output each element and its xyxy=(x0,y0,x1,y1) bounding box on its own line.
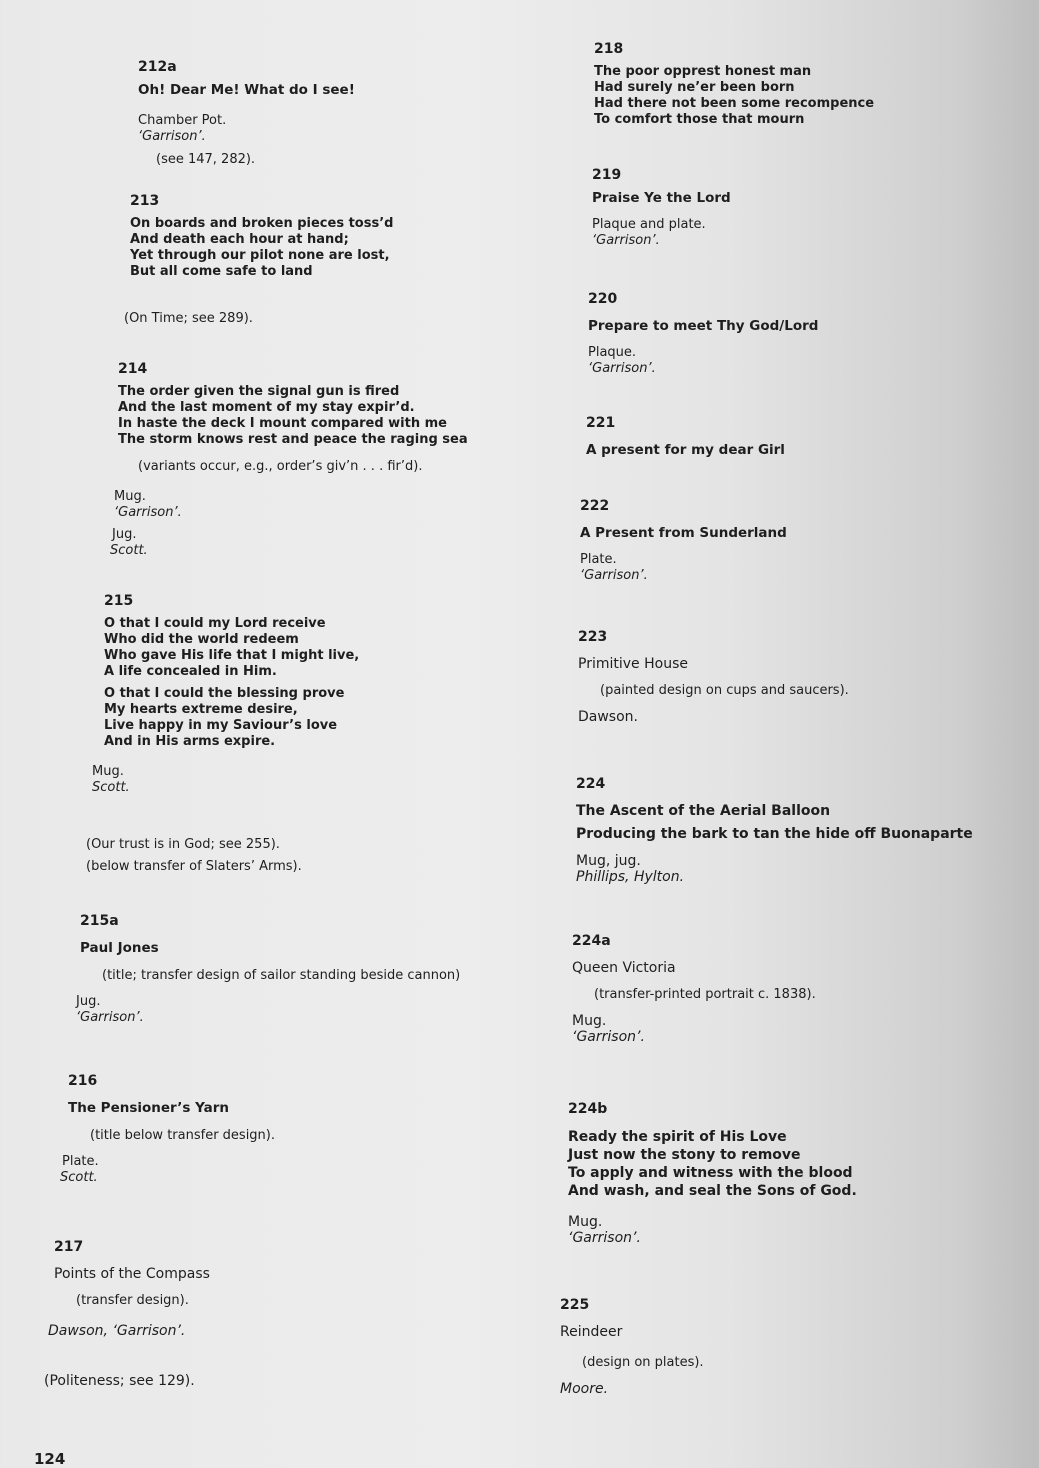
cross-reference: (Politeness; see 129). xyxy=(44,1373,195,1389)
ware: Jug. xyxy=(76,994,101,1009)
entry-224 xyxy=(576,775,973,885)
page-number: 124 xyxy=(34,1450,66,1468)
entry-title: Paul Jones xyxy=(80,940,159,956)
cross-reference-block xyxy=(86,836,302,875)
entry-number: 219 xyxy=(592,167,622,183)
verse-line: Just now the stony to remove xyxy=(568,1147,801,1163)
verse xyxy=(118,384,468,448)
verse-line: Who did the world redeem xyxy=(104,632,299,647)
entry-220 xyxy=(588,290,818,377)
verse xyxy=(568,1128,857,1200)
entry-title: A present for my dear Girl xyxy=(586,442,785,458)
entry-215a xyxy=(76,912,461,1026)
entry-title: The Ascent of the Aerial Balloon xyxy=(576,803,831,819)
ware: Chamber Pot. xyxy=(138,113,227,128)
ware: Mug. xyxy=(572,1013,607,1029)
verse-line: The storm knows rest and peace the raging sea xyxy=(118,432,468,447)
verse xyxy=(104,616,359,680)
entry-number: 216 xyxy=(68,1073,98,1089)
ware: Mug. xyxy=(92,764,124,779)
ware: Jug. xyxy=(112,527,137,542)
verse xyxy=(130,216,393,280)
entry-title: Praise Ye the Lord xyxy=(592,190,731,206)
entry-title: Prepare to meet Thy God/Lord xyxy=(588,318,819,334)
source: ‘Garrison’. xyxy=(568,1230,641,1246)
verse-line: In haste the deck I mount compared with me xyxy=(118,416,447,431)
note: (transfer design). xyxy=(76,1293,189,1308)
verse-line: But all come safe to land xyxy=(130,264,313,279)
source: Phillips, Hylton. xyxy=(576,869,685,885)
verse xyxy=(594,64,874,128)
ware: Dawson. xyxy=(578,709,638,725)
verse-line: To comfort those that mourn xyxy=(594,112,805,127)
verse-line: O that I could my Lord receive xyxy=(104,616,326,631)
entry-number: 221 xyxy=(586,415,616,431)
verse-line: The poor opprest honest man xyxy=(594,64,812,79)
note: (transfer-printed portrait c. 1838). xyxy=(594,987,816,1002)
entry-223 xyxy=(578,628,849,725)
verse-line: To apply and witness with the blood xyxy=(568,1165,853,1181)
source: ‘Garrison’. xyxy=(76,1010,144,1025)
entry-number: 224 xyxy=(576,776,606,792)
cross-reference: (Our trust is in God; see 255). xyxy=(86,837,280,852)
entry-subtitle: Producing the bark to tan the hide off Buonaparte xyxy=(576,826,973,842)
source: ‘Garrison’. xyxy=(572,1029,645,1045)
note: (painted design on cups and saucers). xyxy=(600,683,849,698)
note: (title below transfer design). xyxy=(90,1128,276,1143)
entry-number: 224a xyxy=(572,933,611,949)
source: ‘Garrison’. xyxy=(580,568,648,583)
entry-212a xyxy=(138,58,355,168)
verse-line: And death each hour at hand; xyxy=(130,232,349,247)
source: ‘Garrison’. xyxy=(138,129,206,144)
note: (variants occur, e.g., order’s giv’n . . . fir’d). xyxy=(138,459,423,474)
entry-217 xyxy=(44,1238,210,1390)
verse-line: The order given the signal gun is fired xyxy=(118,384,400,399)
verse-line: And in His arms expire. xyxy=(104,734,276,749)
entry-title: Oh! Dear Me! What do I see! xyxy=(138,82,355,98)
ware: Plaque and plate. xyxy=(592,217,706,232)
note: (design on plates). xyxy=(582,1355,704,1370)
source: Dawson, ‘Garrison’. xyxy=(48,1323,186,1339)
verse-line: O that I could the blessing prove xyxy=(104,686,345,701)
entry-number: 213 xyxy=(130,193,160,209)
entry-number: 215a xyxy=(80,913,119,929)
verse-line: Had surely ne’er been born xyxy=(594,80,795,95)
entry-225 xyxy=(560,1296,704,1397)
ware: Plate. xyxy=(580,552,617,567)
entry-214 xyxy=(110,360,468,559)
entry-224a xyxy=(572,932,816,1045)
entry-215 xyxy=(92,592,360,796)
entry-title: A Present from Sunderland xyxy=(580,525,787,541)
entry-title: Primitive House xyxy=(578,656,688,672)
entry-number: 222 xyxy=(580,498,610,514)
ware: Mug. xyxy=(114,489,146,504)
entry-221 xyxy=(586,414,785,459)
entry-title: The Pensioner’s Yarn xyxy=(68,1100,230,1116)
source: ‘Garrison’. xyxy=(592,233,660,248)
source: Moore. xyxy=(560,1381,609,1397)
entry-number: 214 xyxy=(118,361,148,377)
entry-222 xyxy=(580,497,787,584)
entry-number: 220 xyxy=(588,291,618,307)
entry-219 xyxy=(592,166,731,249)
source: Scott. xyxy=(92,780,130,795)
cross-reference: (On Time; see 289). xyxy=(124,311,253,326)
entry-218 xyxy=(594,40,874,128)
verse xyxy=(104,686,359,750)
entry-title: Reindeer xyxy=(560,1324,623,1340)
source: ‘Garrison’. xyxy=(114,505,182,520)
verse-line: Who gave His life that I might live, xyxy=(104,648,360,663)
source: Scott. xyxy=(60,1170,98,1185)
note: (title; transfer design of sailor standing beside cannon) xyxy=(102,968,461,983)
verse-line: Yet through our pilot none are lost, xyxy=(130,248,390,263)
entry-number: 215 xyxy=(104,593,134,609)
ware: Mug. xyxy=(568,1214,603,1230)
verse-line: And the last moment of my stay expir’d. xyxy=(118,400,415,415)
verse-line: And wash, and seal the Sons of God. xyxy=(568,1183,857,1199)
note: (see 147, 282). xyxy=(156,152,256,167)
entry-number: 223 xyxy=(578,629,608,645)
entry-number: 217 xyxy=(54,1239,84,1255)
verse-line: Had there not been some recompence xyxy=(594,96,875,111)
ware: Mug, jug. xyxy=(576,853,641,869)
entry-213 xyxy=(130,192,393,280)
cross-reference: (below transfer of Slaters’ Arms). xyxy=(86,859,302,874)
entry-number: 224b xyxy=(568,1101,608,1117)
verse-line: On boards and broken pieces toss’d xyxy=(130,216,394,231)
source: ‘Garrison’. xyxy=(588,361,656,376)
verse-line: My hearts extreme desire, xyxy=(104,702,298,717)
verse-line: Ready the spirit of His Love xyxy=(568,1129,787,1145)
ware: Plate. xyxy=(62,1154,99,1169)
entry-number: 218 xyxy=(594,41,624,57)
verse-line: Live happy in my Saviour’s love xyxy=(104,718,338,733)
entry-224b xyxy=(568,1100,857,1246)
entry-number: 212a xyxy=(138,59,177,75)
entry-title: Queen Victoria xyxy=(572,960,676,976)
verse-line: A life concealed in Him. xyxy=(104,664,277,679)
source: Scott. xyxy=(110,543,148,558)
entry-number: 225 xyxy=(560,1297,590,1313)
entry-216 xyxy=(60,1072,276,1186)
ware: Plaque. xyxy=(588,345,637,360)
entry-title: Points of the Compass xyxy=(54,1266,210,1282)
